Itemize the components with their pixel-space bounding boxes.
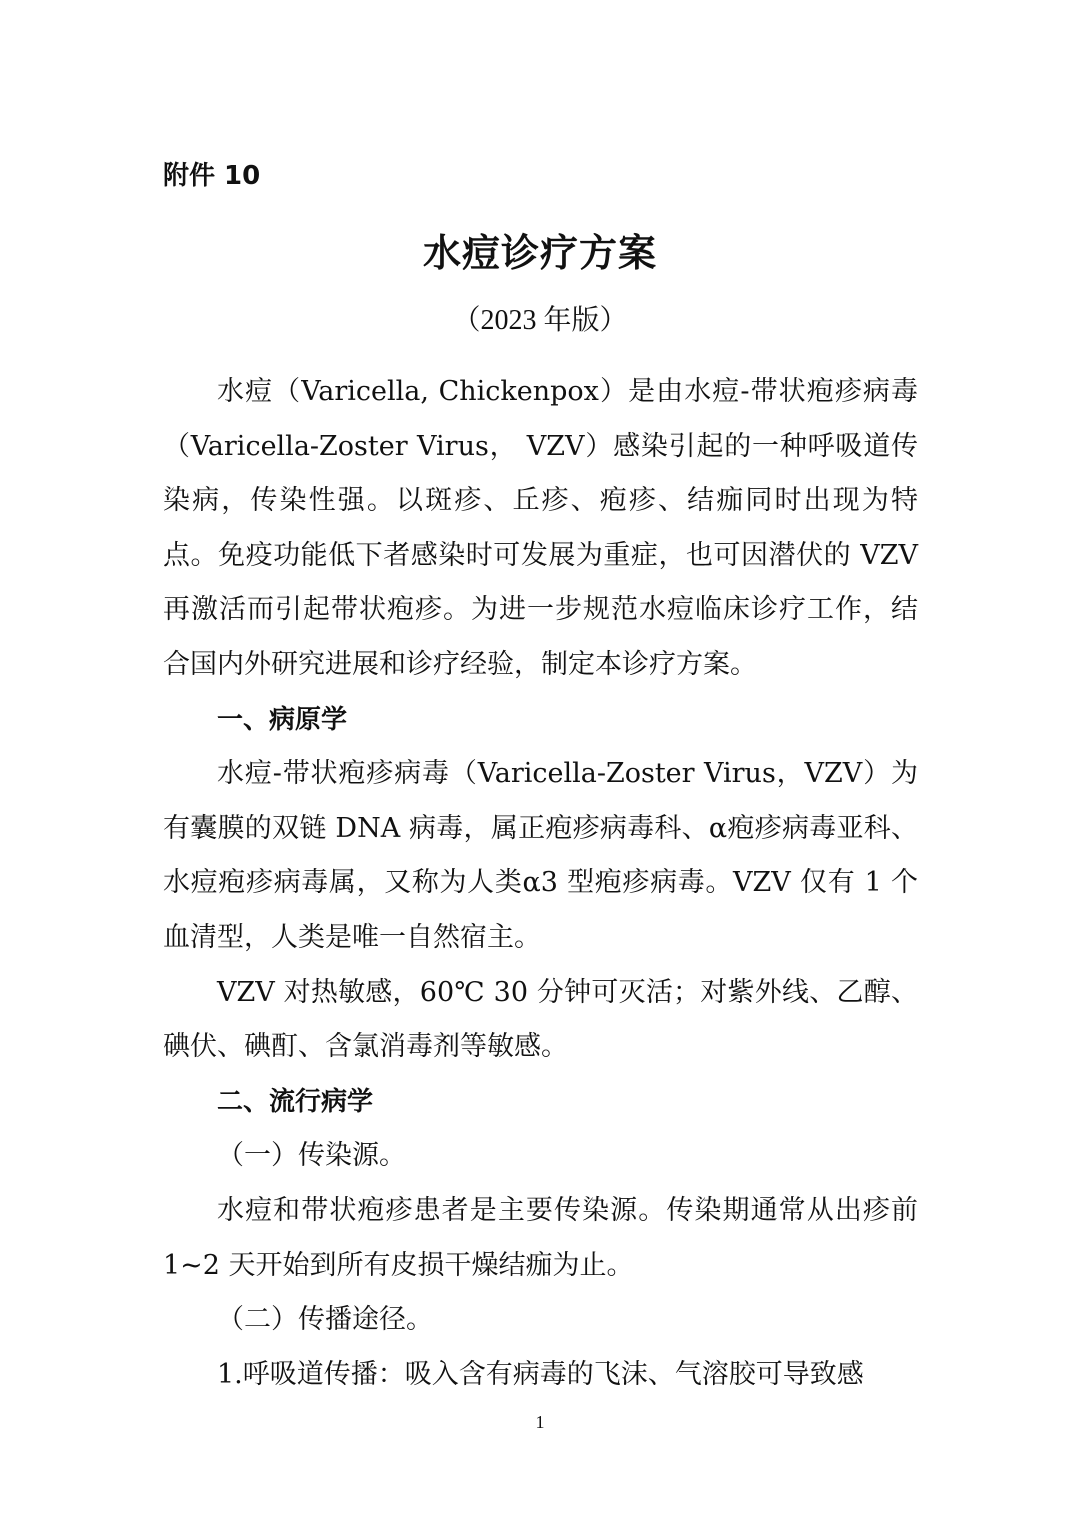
document-subtitle: （2023 年版）: [452, 305, 628, 336]
subsection-heading-infection-source: （一）传染源。: [217, 1140, 406, 1172]
intro-paragraph: 水痘（Varicella, Chickenpox）是由水痘-带状疱疹病毒（Varicella-Zoster Virus， VZV）感染引起的一种呼吸道传染病，传染性强。以斑疹、丘疹、疱疹、结痂同时出现为特点。免疫功能低下者感染时可发展为重症，也可因潜伏的 VZV 再激活而引起带状疱疹。为进一步规范水痘临床诊疗工作，结合国内外研究进展和诊疗经验，制定本诊疗方案。: [163, 376, 918, 680]
annex-label: 附件 10: [163, 161, 261, 191]
document-title: 水痘诊疗方案: [422, 231, 657, 275]
document-body: [163, 365, 918, 1402]
section-heading-etiology: 一、病原学: [217, 704, 348, 735]
section-heading-epidemiology: 二、流行病学: [217, 1086, 374, 1117]
etiology-paragraph-2: VZV 对热敏感，60℃ 30 分钟可灭活；对紫外线、乙醇、碘伏、碘酊、含氯消毒剂等敏感。: [163, 976, 918, 1063]
transmission-paragraph: 1.呼吸道传播：吸入含有病毒的飞沫、气溶胶可导致感: [217, 1358, 864, 1390]
infection-source-paragraph: 水痘和带状疱疹患者是主要传染源。传染期通常从出疹前 1~2 天开始到所有皮损干燥结痂为止。: [163, 1194, 918, 1281]
etiology-paragraph-1: 水痘-带状疱疹病毒（Varicella-Zoster Virus，VZV）为有囊膜的双链 DNA 病毒，属正疱疹病毒科、α疱疹病毒亚科、水痘疱疹病毒属，又称为人类α3 型疱疹病毒。VZV 仅有 1 个血清型，人类是唯一自然宿主。: [163, 758, 918, 953]
page-number: 1: [535, 1412, 545, 1432]
subsection-heading-transmission: （二）传播途径。: [217, 1304, 433, 1336]
